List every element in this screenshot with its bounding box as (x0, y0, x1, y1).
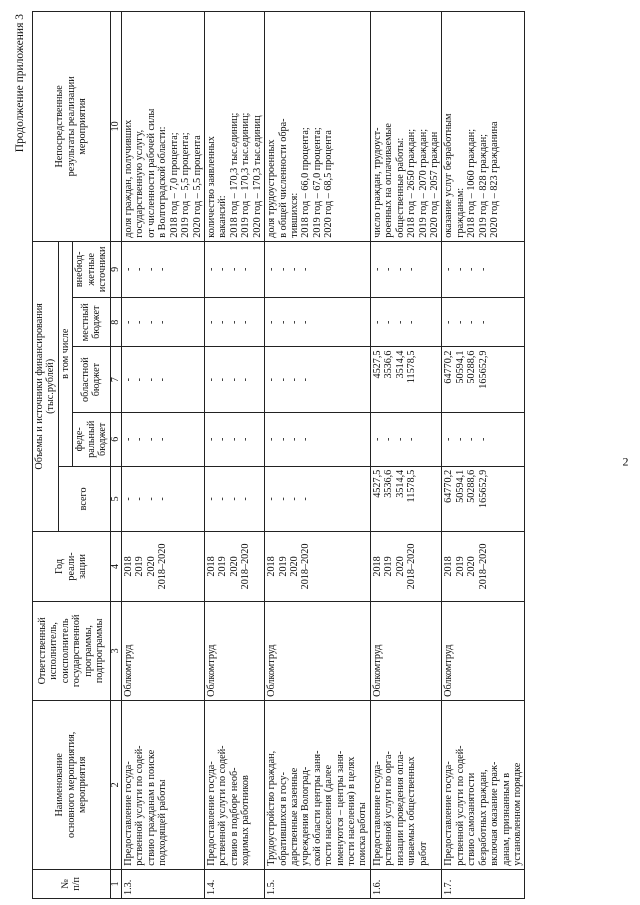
header-result: Непосредственные результаты реализации мероприятия (33, 12, 111, 242)
row-name: Предоставление госуда- рственной услуги по содей- ствию гражданам в поиске подходящей работы (122, 700, 205, 869)
table-row (442, 12, 525, 899)
col-number: 6 (110, 412, 122, 466)
header-year: Год реали- зации (33, 532, 111, 602)
row-regional: 64770,2 50594,1 50288,6 165652,9 (442, 347, 525, 412)
row-regional: - - - - (265, 347, 371, 412)
row-federal: - - - - (442, 412, 525, 466)
col-number: 4 (110, 532, 122, 602)
row-exec: Облкомтруд (204, 601, 264, 700)
row-years: 2018 2019 2020 2018–2020 (265, 532, 371, 602)
row-name: Предоставление госуда- рственной услуги по орга- низации проведения опла- чиваемых общественных работ (370, 700, 442, 869)
row-federal: - - - - (265, 412, 371, 466)
row-federal: - - - - (122, 412, 205, 466)
row-result: доля трудоустроенных в общей численности обра- тившихся: 2018 год – 66,0 процента; 2019 год – 67,0 процента; 2020 год – 68,5 процента (265, 12, 371, 242)
row-name: Трудоустройство граждан, обратившихся в госу- дарственные казенные учреждения Волоград- ской области центры заня- тости населения (далее именуются – центры заня- тости населения) в целях поиска работы (265, 700, 371, 869)
table-row (204, 12, 264, 899)
row-num: 1.7. (442, 869, 525, 898)
col-number: 2 (110, 700, 122, 869)
row-years: 2018 2019 2020 2018–2020 (370, 532, 442, 602)
header-name: Наименование основного мероприятия, мероприятия (33, 700, 111, 869)
program-table (32, 11, 525, 899)
row-federal: - - - - (370, 412, 442, 466)
row-result: число граждан, трудоуст- роенных на оплачиваемые общественные работы: 2018 год – 2650 граждан; 2019 год – 2070 граждан; 2020 год – 2057 граждан (370, 12, 442, 242)
row-name: Предоставление госуда- рственной услуги по содей- ствию в подборе необ- ходимых работников (204, 700, 264, 869)
row-name: Предоставление госуда- рственной услуги по содей- ствию самозанятости безработных граждан, включая оказание граж- данам, признанным в установленном порядке (442, 700, 525, 869)
row-num: 1.5. (265, 869, 371, 898)
row-regional: - - - - (122, 347, 205, 412)
col-number: 8 (110, 297, 122, 347)
col-number: 10 (110, 12, 122, 242)
page-number: 2 (622, 454, 629, 469)
row-local: - - - - (204, 297, 264, 347)
row-local: - - - - (122, 297, 205, 347)
row-offbudget: - - - - (204, 241, 264, 297)
col-number: 1 (110, 869, 122, 898)
col-number: 5 (110, 466, 122, 531)
row-exec: Облкомтруд (122, 601, 205, 700)
header-exec: Ответственный исполнитель, соисполнитель государственной программы, подпрограммы (33, 601, 111, 700)
row-regional: - - - - (204, 347, 264, 412)
row-local: - - - - (265, 297, 371, 347)
row-exec: Облкомтруд (442, 601, 525, 700)
row-total: - - - - (265, 466, 371, 531)
row-regional: 4527,5 3536,6 3514,4 11578,5 (370, 347, 442, 412)
row-total: - - - - (204, 466, 264, 531)
col-number: 3 (110, 601, 122, 700)
row-exec: Облкомтруд (265, 601, 371, 700)
header-regional: областной бюджет (73, 347, 110, 412)
table-row (265, 12, 371, 899)
header-num: № п/п (33, 869, 111, 898)
row-exec: Облкомтруд (370, 601, 442, 700)
row-offbudget: - - - - (265, 241, 371, 297)
header-funding: Объемы и источники финансирования (тыс.рублей) (33, 241, 59, 531)
header-total: всего (58, 466, 110, 531)
row-years: 2018 2019 2020 2018–2020 (204, 532, 264, 602)
row-total: 4527,5 3536,6 3514,4 11578,5 (370, 466, 442, 531)
row-result: количество заявленных вакансий: 2018 год – 170,3 тыс.единиц; 2019 год – 170,3 тыс.единиц; 2020 год – 170,3 тыс.единиц (204, 12, 264, 242)
row-offbudget: - - - - (370, 241, 442, 297)
row-num: 1.3. (122, 869, 205, 898)
row-num: 1.6. (370, 869, 442, 898)
header-incl: в том числе (58, 241, 72, 466)
row-num: 1.4. (204, 869, 264, 898)
table-row (122, 12, 205, 899)
row-federal: - - - - (204, 412, 264, 466)
header-federal: феде- ральный бюджет (73, 412, 110, 466)
row-offbudget: - - - - (122, 241, 205, 297)
row-years: 2018 2019 2020 2018–2020 (122, 532, 205, 602)
header-local: местный бюджет (73, 297, 110, 347)
row-result: доля граждан, получивших государственную услугу, от численности рабочей силы в Волгоградской области: 2018 год – 7,0 процента; 2019 год – 5,5 процента; 2020 год – 5,5 процента (122, 12, 205, 242)
row-local: - - - - (442, 297, 525, 347)
row-total: - - - - (122, 466, 205, 531)
col-number: 9 (110, 241, 122, 297)
row-total: 64770,2 50594,1 50288,6 165652,9 (442, 466, 525, 531)
row-offbudget: - - - - (442, 241, 525, 297)
row-result: оказание услуг безработным гражданам: 2018 год – 1060 граждан; 2019 год – 828 граждан; 2020 год – 823 гражданина (442, 12, 525, 242)
col-number: 7 (110, 347, 122, 412)
table-row (370, 12, 442, 899)
continuation-label: Продолжение приложения 3 (14, 14, 26, 153)
row-local: - - - - (370, 297, 442, 347)
header-offbudget: внебюд- жетные источники (73, 241, 110, 297)
row-years: 2018 2019 2020 2018–2020 (442, 532, 525, 602)
